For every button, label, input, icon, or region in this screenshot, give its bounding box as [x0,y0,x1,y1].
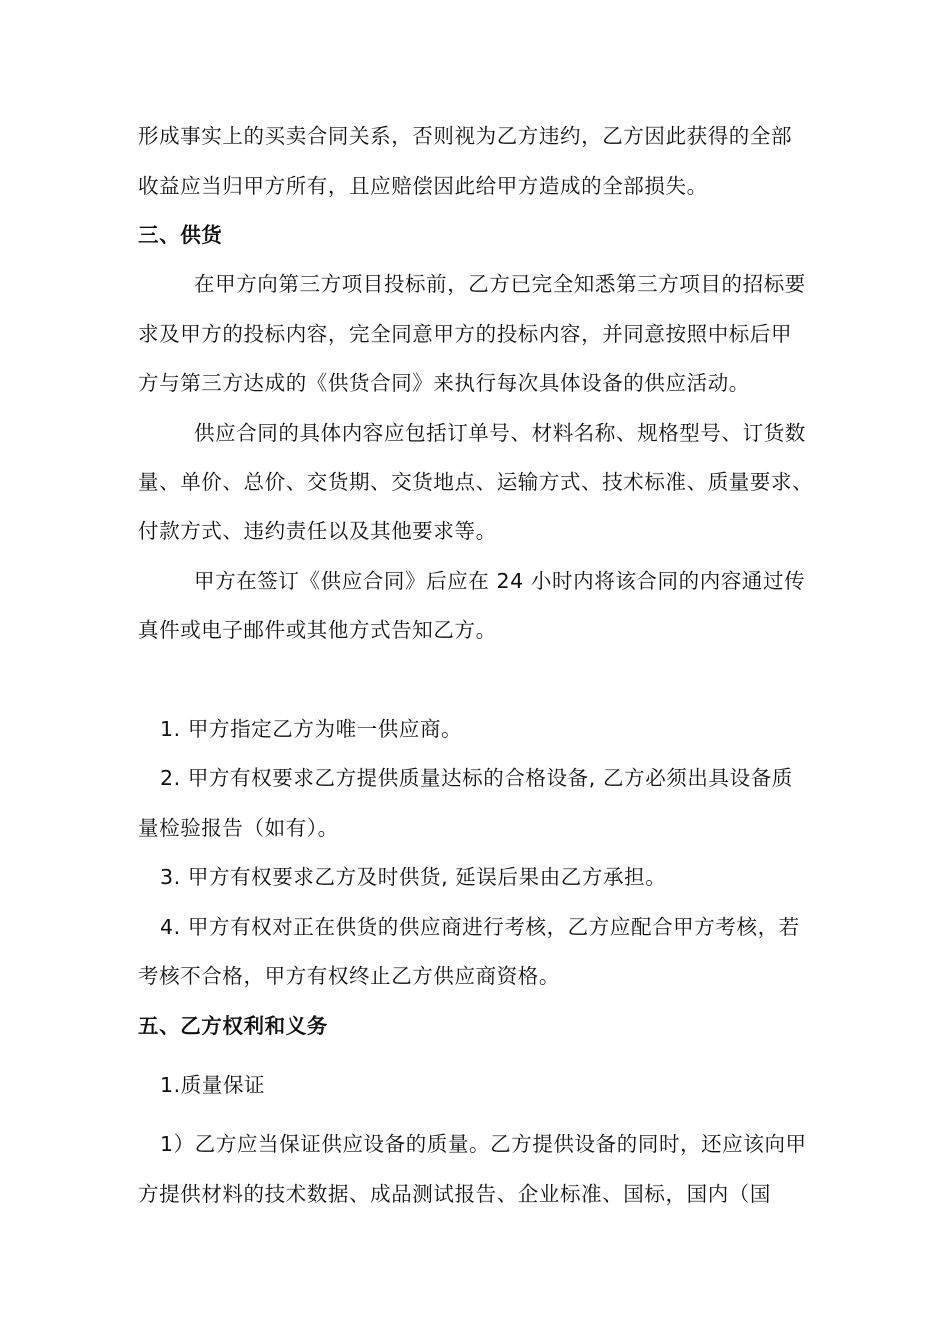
paragraph-line: 付款方式、违约责任以及其他要求等。 [138,519,497,543]
paragraph-line: 在甲方向第三方项目投标前，乙方已完全知悉第三方项目的招标要 [194,272,806,296]
paragraph-line: 供应合同的具体内容应包括订单号、材料名称、规格型号、订货数 [194,421,806,445]
list-item-continuation: 考核不合格，甲方有权终止乙方供应商资格。 [138,964,560,988]
list-item: 4. 甲方有权对正在供货的供应商进行考核，乙方应配合甲方考核，若 [160,915,800,939]
list-item: 2. 甲方有权要求乙方提供质量达标的合格设备, 乙方必须出具设备质 [160,766,793,790]
subsection-heading: 1.质量保证 [160,1073,266,1097]
paragraph-line: 量、单价、总价、交货期、交货地点、运输方式、技术标准、质量要求、 [138,470,814,494]
paragraph-line: 1）乙方应当保证供应设备的质量。乙方提供设备的同时，还应该向甲 [160,1132,807,1156]
paragraph-line: 方提供材料的技术数据、成品测试报告、企业标准、国标，国内（国 [138,1182,771,1206]
paragraph-line: 甲方在签订《供应合同》后应在 24 小时内将该合同的内容通过传 [194,569,806,593]
section-heading-party-b-rights: 五、乙方权利和义务 [138,1014,328,1038]
list-item-continuation: 量检验报告（如有）。 [138,816,339,840]
paragraph-line: 求及甲方的投标内容，完全同意甲方的投标内容，并同意按照中标后甲 [138,322,793,346]
list-item: 1. 甲方指定乙方为唯一供应商。 [160,717,463,741]
section-heading-supply: 三、供货 [138,223,223,247]
paragraph-line: 真件或电子邮件或其他方式告知乙方。 [138,618,497,642]
paragraph-line: 收益应当归甲方所有，且应赔偿因此给甲方造成的全部损失。 [138,174,708,198]
list-item: 3. 甲方有权要求乙方及时供货, 延误后果由乙方承担。 [160,865,667,889]
paragraph-line: 形成事实上的买卖合同关系，否则视为乙方违约，乙方因此获得的全部 [138,124,793,148]
paragraph-line: 方与第三方达成的《供货合同》来执行每次具体设备的供应活动。 [138,371,750,395]
